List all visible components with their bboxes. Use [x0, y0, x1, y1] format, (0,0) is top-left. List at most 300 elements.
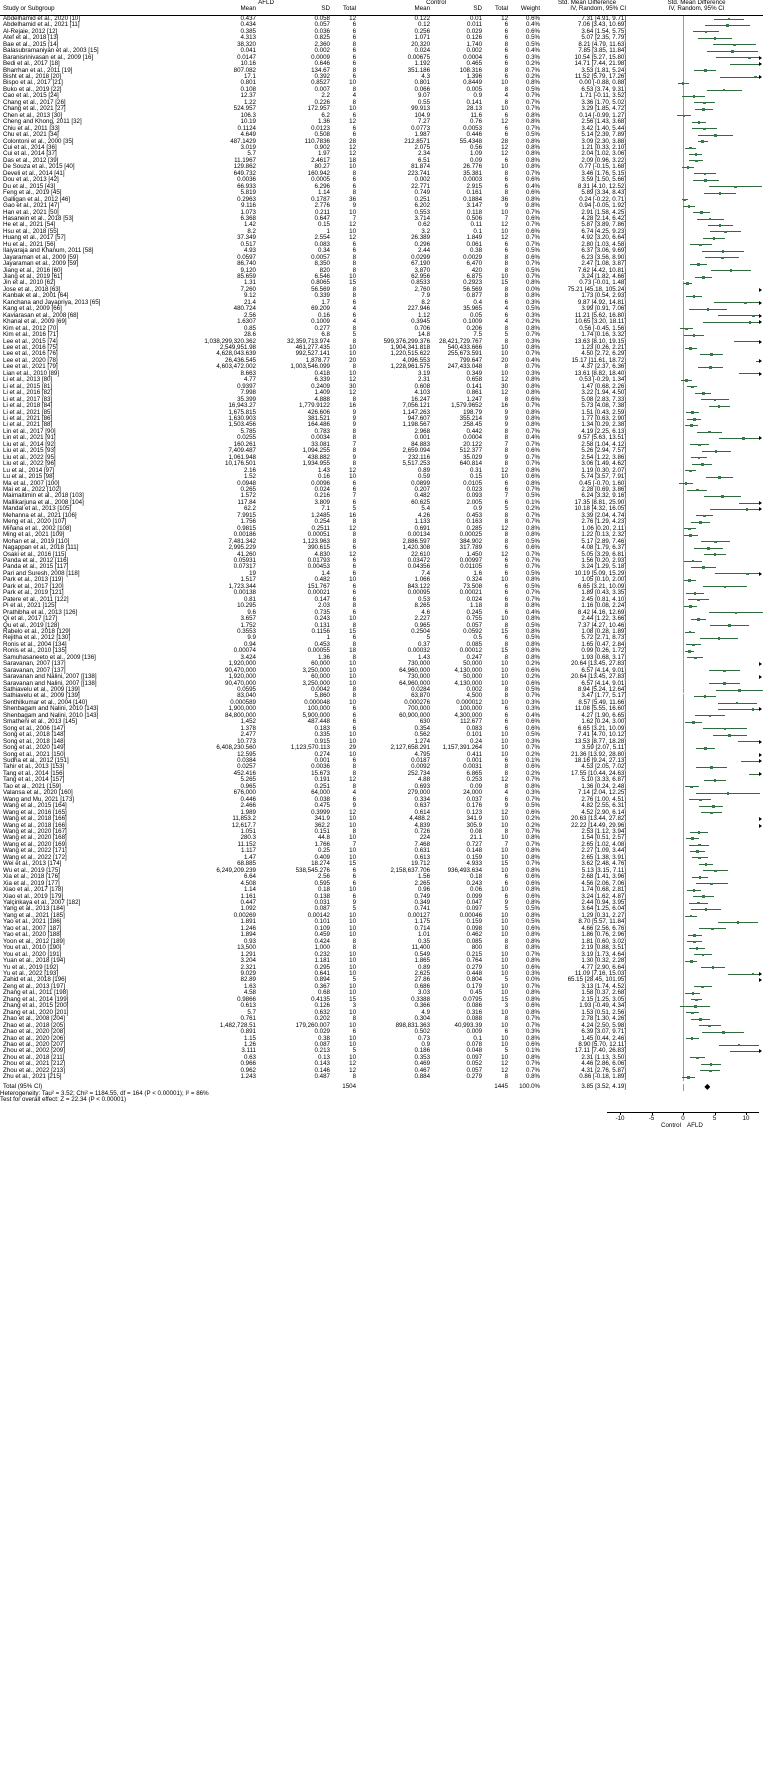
study-label: Kim et al., 2016 [71] [3, 331, 59, 339]
control-mean: 0.3945 [411, 318, 431, 326]
afld-total: 4 [352, 789, 357, 797]
effect-marker [754, 76, 757, 79]
afld-total: 12 [349, 118, 357, 126]
control-mean: 67,190 [411, 260, 431, 268]
effect-marker [702, 276, 705, 279]
effect-marker [699, 799, 702, 802]
afld-mean: 6.64 [243, 873, 256, 881]
effect-ci: 2.58 [1.04, 4.12] [581, 440, 627, 448]
control-total: 8 [504, 944, 509, 952]
control-mean: 0.9 [421, 1040, 431, 1048]
effect-ci: 0.45 [-0.70, 1.60] [579, 479, 627, 487]
control-mean: 0.549 [414, 950, 431, 958]
effect-ci: 10.18 [4.32, 16.05] [574, 505, 627, 513]
weight: 0.4% [525, 608, 541, 616]
control-sd: 35.029 [463, 453, 483, 461]
effect-ci: 1.51 [0.43, 2.59] [581, 408, 627, 416]
control-sd: 26.776 [463, 163, 483, 171]
afld-sd: 0.487 [314, 1073, 330, 1081]
effect-ci: 1.05 [0.10, 2.00] [581, 576, 627, 584]
afld-total: 10 [349, 208, 357, 216]
afld-mean: 1,675.815 [228, 408, 256, 416]
effect-marker [727, 792, 730, 795]
axis-label-afld: AFLD [687, 1121, 703, 1129]
afld-sd: 0.894 [314, 976, 330, 984]
afld-mean: 1.572 [240, 492, 256, 500]
effect-marker [689, 605, 692, 608]
study-label: Liu et al., 2014 [92] [3, 440, 56, 448]
effect-marker [705, 31, 708, 34]
effect-ci: 2.44 [0.94, 3.95] [581, 898, 627, 906]
col-afld-total: Total [342, 5, 357, 13]
effect-ci: 4.82 [2.55, 6.31] [581, 802, 627, 810]
control-mean: 60.625 [411, 498, 431, 506]
afld-mean: 0.0255 [237, 434, 256, 442]
afld-total: 6 [352, 240, 357, 248]
weight: 0.5% [525, 492, 541, 500]
afld-mean: 19 [249, 569, 256, 577]
effect-ci: 1.73 [0.54, 2.93] [581, 292, 627, 300]
control-sd: 0.00012 [459, 647, 483, 655]
control-mean: 0.686 [414, 982, 431, 990]
effect-ci: 7.31 [4.91, 9.71] [581, 14, 627, 22]
control-total: 10 [501, 931, 509, 939]
confidence-interval-line [710, 509, 759, 510]
effect-ci: 1.08 [0.28, 1.89] [581, 627, 627, 635]
effect-ci: 6.65 [3.21, 10.09] [577, 724, 627, 732]
afld-mean: 1.22 [243, 98, 256, 106]
weight: 0.7% [525, 363, 541, 371]
afld-sd: 0.109 [314, 924, 330, 932]
afld-total: 7 [352, 492, 357, 500]
afld-sd: 0.00055 [307, 647, 330, 655]
weight: 0.8% [525, 479, 541, 487]
control-mean: 224 [419, 834, 431, 842]
control-total: 6 [504, 479, 509, 487]
weight: 0.7% [525, 692, 541, 700]
control-mean: 2,886.597 [402, 537, 431, 545]
study-label: Song et al., 2018 [148] [3, 737, 66, 745]
weight: 0.7% [525, 169, 541, 177]
study-label: Panda et al., 2015 [117] [3, 563, 69, 571]
weight: 0.3% [525, 737, 541, 745]
afld-sd: 0.202 [314, 1015, 330, 1023]
afld-sd: 160.942 [307, 169, 330, 177]
afld-mean: 0.0036 [237, 176, 256, 184]
afld-total: 12 [349, 234, 357, 242]
control-sd: 0.083 [466, 724, 483, 732]
control-total: 4 [504, 305, 509, 313]
control-mean: 2,127,658.291 [390, 744, 431, 752]
control-total: 5 [504, 976, 509, 984]
control-mean: 16.247 [411, 395, 431, 403]
study-label: Park et al., 2013 [119] [3, 576, 64, 584]
afld-total: 6 [352, 544, 357, 552]
study-label: Cui et al., 2014 [36] [3, 143, 57, 151]
control-mean-blank [360, 1084, 434, 1091]
weight: 0.7% [525, 518, 541, 526]
control-sd: 0.159 [466, 853, 483, 861]
effect-ci: 3.06 [1.49, 4.62] [581, 460, 627, 468]
control-sd: 0.179 [466, 982, 483, 990]
control-sd: 0.023 [466, 485, 483, 493]
control-total: 8 [504, 40, 509, 48]
study-label: Lee et al., 2015 [74] [3, 337, 58, 345]
effect-marker [689, 470, 692, 473]
control-mean: 1.192 [414, 60, 431, 68]
afld-mean: 12.595 [237, 750, 256, 758]
afld-total: 8 [352, 782, 357, 790]
effect-marker [697, 263, 700, 266]
weight: 0.7% [525, 453, 541, 461]
weight: 0.8% [525, 111, 541, 119]
weight: 0.6% [525, 14, 541, 22]
control-sd: 3.147 [466, 202, 483, 210]
control-sd: 0.245 [466, 608, 483, 616]
control-total: 12 [501, 221, 509, 229]
control-total: 6 [504, 240, 509, 248]
effect-marker [714, 779, 717, 782]
weight: 0.6% [525, 253, 541, 261]
control-total: 10 [501, 969, 509, 977]
afld-mean: 0.9397 [237, 382, 256, 390]
afld-mean: 10.16 [240, 60, 256, 68]
plot-cell [630, 1074, 763, 1080]
axis-tick-label: 10 [742, 1114, 750, 1122]
study-label: Wang et al., 2022 [171] [3, 847, 67, 855]
afld-mean: 0.3553 [237, 627, 256, 635]
control-sd: 6.875 [466, 273, 483, 281]
axis-label-control: Control [661, 1121, 681, 1129]
effect-ci: 3.39 [2.04, 4.74] [581, 511, 627, 519]
control-total: 8 [504, 828, 509, 835]
control-total: 8 [504, 66, 509, 74]
control-mean: 0.002 [414, 176, 431, 184]
weight: 0.8% [525, 602, 541, 610]
study-label: Ma et al., 2007 [100] [3, 479, 60, 487]
confidence-interval-line [749, 774, 760, 775]
afld-mean: 1.47 [243, 853, 256, 861]
effect-ci: 5.26 [2.94, 7.57] [581, 447, 627, 455]
control-sd: 0.0795 [463, 995, 483, 1003]
afld-mean: 3.019 [240, 143, 256, 151]
afld-total: 3 [352, 1002, 357, 1010]
afld-mean: 38,320 [237, 40, 256, 48]
control-mean: 0.73 [417, 1034, 431, 1042]
weight: 0.7% [525, 982, 541, 990]
afld-mean: 0.0595 [237, 686, 256, 694]
weight: 0.8% [525, 576, 541, 584]
afld-total: 6 [352, 485, 357, 493]
effect-ci: 1.29 [0.31, 2.27] [581, 911, 627, 919]
afld-sd: 1.766 [314, 840, 330, 848]
study-label: Dou et al., 2013 [42] [3, 176, 59, 184]
control-sd: 1.450 [466, 550, 483, 558]
control-mean: 0.000276 [404, 698, 431, 706]
control-sd: 0.285 [466, 524, 483, 532]
effect-marker [710, 766, 713, 769]
weight: 0.7% [525, 776, 541, 784]
control-total: 6 [504, 879, 509, 887]
effect-ci: 2.68 [1.41, 3.96] [581, 873, 627, 881]
control-mean: 1,220,515.622 [390, 350, 431, 358]
afld-total: 16 [349, 511, 357, 519]
afld-total: 6 [352, 705, 357, 713]
effect-ci: 0.24 [-0.22, 0.71] [579, 195, 627, 203]
effect-ci: 5.14 [2.39, 7.89] [581, 131, 627, 139]
study-label: Chen et al., 2013 [30] [3, 111, 63, 119]
study-label: Zhang et al., 2014 [199] [3, 995, 69, 1003]
control-mean: 0.024 [414, 47, 431, 55]
afld-mean: 4.77 [243, 376, 256, 384]
study-label: Xia et al., 2019 [177] [3, 879, 60, 887]
effect-marker [703, 102, 706, 105]
afld-total: 10 [349, 615, 357, 623]
afld-mean: 1,630.903 [228, 415, 256, 422]
afld-mean: 452.416 [233, 769, 256, 777]
control-total: 6 [504, 72, 509, 80]
afld-sd: 0.3999 [311, 808, 330, 816]
afld-sd: 0.211 [314, 208, 330, 216]
effect-marker [692, 560, 695, 563]
total-ci: 3.85 [3.52, 4.19] [581, 1083, 627, 1091]
control-total: 5 [504, 331, 509, 339]
effect-marker [704, 747, 707, 750]
afld-sd: 0.0042 [311, 686, 330, 694]
afld-total: 8 [352, 937, 357, 945]
study-label: Li et al., 2021 [85] [3, 408, 53, 416]
weight: 0.8% [525, 931, 541, 939]
afld-total: 6 [352, 569, 357, 577]
control-sd: 2.005 [466, 498, 483, 506]
effect-marker [697, 618, 700, 621]
control-sd: 55.4348 [459, 137, 483, 145]
control-total: 7 [504, 492, 509, 500]
forest-row-plot [630, 1074, 763, 1080]
effect-ci: 0.86 [-0.18, 1.89] [579, 1073, 627, 1081]
effect-marker [682, 82, 685, 85]
control-total: 8 [504, 518, 509, 526]
control-sd: 0.00025 [459, 531, 483, 539]
control-sd: 40,993.39 [454, 1021, 483, 1029]
control-sd: 0.011 [467, 21, 483, 29]
control-mean: 0.00127 [407, 911, 431, 919]
ci-right-arrow [759, 753, 762, 757]
effect-marker [709, 218, 712, 221]
effect-marker [731, 50, 734, 53]
control-total: 10 [501, 1008, 509, 1016]
afld-total: 6 [352, 711, 357, 719]
afld-sd: 0.0123 [311, 124, 330, 132]
afld-total: 8 [352, 621, 357, 629]
study-label: Zhao et al., 2020 [207] [3, 1040, 65, 1048]
weight: 0.7% [525, 105, 541, 113]
control-total: 12 [501, 118, 509, 126]
afld-total: 10 [349, 982, 357, 990]
afld-total: 8 [352, 447, 357, 455]
afld-sd: 134.67 [311, 66, 330, 74]
effect-marker [693, 95, 696, 98]
afld-mean: 6,408,230.560 [216, 744, 256, 752]
afld-sd: 426.606 [307, 408, 330, 416]
weight: 0.6% [525, 1002, 541, 1010]
study-label: You et al., 2010 [190] [3, 944, 62, 952]
weight: 0.7% [525, 550, 541, 558]
afld-total: 6 [352, 498, 357, 506]
afld-mean: 11.1967 [234, 156, 256, 164]
effect-marker [728, 734, 731, 737]
effect-marker [696, 850, 699, 853]
study-label: Zeng et al., 2013 [197] [3, 982, 65, 990]
control-mean: 64,960,000 [399, 666, 431, 674]
control-sd: 355.214 [459, 415, 483, 422]
afld-total: 10 [349, 969, 357, 977]
weight: 0.7% [525, 240, 541, 248]
afld-total: 9 [352, 898, 357, 906]
effect-ci: 9.87 [4.92, 14.81] [577, 298, 627, 306]
control-sd: 0.448 [466, 969, 483, 977]
afld-mean: 117.84 [237, 498, 256, 506]
afld-mean: 106.3 [240, 111, 256, 119]
afld-total: 10 [349, 963, 357, 971]
weight: 0.8% [525, 415, 541, 422]
effect-ci: 3.53 [1.81, 5.24] [581, 66, 627, 74]
control-sd: 0.804 [466, 976, 483, 984]
effect-marker [734, 186, 737, 189]
effect-ci: 4.27 [1.90, 6.65] [581, 711, 627, 719]
control-total: 10 [501, 853, 509, 861]
afld-sd: 0.735 [314, 608, 330, 616]
afld-mean: 8.2 [247, 227, 256, 235]
control-mean: 0.62 [417, 221, 431, 229]
weight: 0.8% [525, 898, 541, 906]
ci-right-arrow [759, 75, 762, 79]
afld-total: 4 [352, 318, 357, 326]
ci-right-arrow [759, 436, 762, 440]
effect-marker [730, 269, 733, 272]
afld-total: 8 [352, 537, 357, 545]
study-label: Tang et al., 2014 [156] [3, 769, 65, 777]
afld-sd: 0.213 [314, 1047, 330, 1055]
afld-total: 10 [349, 679, 357, 687]
study-label: Hu et al., 2021 [56] [3, 240, 56, 248]
afld-total: 10 [349, 660, 357, 668]
study-label: Wang et al., 2022 [172] [3, 853, 67, 861]
effect-ci: 8.42 [4.16, 12.69] [577, 608, 627, 616]
study-label: Buko et al., 2019 [22] [3, 85, 62, 93]
afld-mean: 1.243 [240, 1073, 256, 1081]
afld-mean: 28.6 [243, 331, 256, 339]
control-total: 10 [501, 750, 509, 758]
afld-mean: 1.161 [240, 892, 256, 900]
study-label: Wu et al., 2019 [175] [3, 866, 60, 874]
afld-total: 5 [352, 331, 357, 339]
weight: 0.8% [525, 866, 541, 874]
control-mean: 5 [426, 634, 431, 642]
effect-marker [709, 366, 712, 369]
effect-marker [696, 489, 699, 492]
afld-total: 6 [352, 479, 357, 487]
effect-marker [693, 295, 696, 298]
effect-ci: 3.64 [1.54, 5.75] [581, 27, 627, 35]
afld-sd: 1.36 [317, 653, 330, 661]
study-label: Zhao et al., 2020 [208] [3, 1028, 65, 1036]
study-label: Wang et al., 2020 [169] [3, 840, 67, 848]
afld-mean: 0.00138 [233, 589, 256, 597]
afld-total: 6 [352, 176, 357, 184]
afld-mean: 0.000589 [230, 698, 256, 706]
afld-mean: 83,040 [237, 692, 256, 700]
effect-ci: 10.65 [3.20, 18.11] [574, 318, 627, 326]
control-sd: 936,493.634 [447, 866, 483, 874]
afld-sd: 1.14 [317, 189, 330, 197]
weight: 0.7% [525, 563, 541, 571]
afld-total: 6 [352, 879, 357, 887]
control-sd: 0.009 [466, 1028, 483, 1036]
study-label: Song et al., 2018 [148] [3, 731, 66, 739]
afld-sd: 179,260.007 [295, 1021, 330, 1029]
weight: 0.6% [525, 395, 541, 403]
afld-sd: 0.646 [314, 60, 330, 68]
control-total: 5 [504, 905, 509, 913]
control-sd: 35.965 [463, 305, 483, 313]
afld-mean: 0.447 [240, 898, 256, 906]
control-total: 10 [501, 666, 509, 674]
afld-total: 8 [352, 1015, 357, 1023]
effect-ci: 3.24 [1.62, 4.87] [581, 892, 627, 900]
afld-sd: 0.1787 [311, 195, 330, 203]
study-label: Chiu et al., 2011 [33] [3, 124, 60, 132]
weight: 0.2% [525, 72, 541, 80]
study-label: Smatheni et al., 2013 [145] [3, 718, 77, 726]
control-total: 9 [504, 898, 509, 906]
weight: 0.2% [525, 821, 541, 829]
control-mean: 60,900,000 [399, 711, 431, 719]
control-sd: 0.861 [466, 389, 483, 397]
effect-marker [688, 205, 691, 208]
control-sd: 0.00021 [459, 589, 483, 597]
afld-total: 8 [352, 363, 357, 371]
control-mean: 8.2 [421, 298, 431, 306]
control-total: 8 [504, 266, 509, 274]
effect-marker [714, 399, 717, 402]
afld-mean: 4,628,043.639 [216, 350, 256, 358]
study-label: De Souza et al., 2015 [40] [3, 163, 75, 171]
effect-ci: 6.74 [4.25, 9.23] [581, 227, 627, 235]
effect-marker [707, 547, 710, 550]
afld-total: 12 [349, 14, 357, 22]
effect-marker [752, 315, 755, 318]
afld-mean: 1.378 [240, 724, 256, 732]
afld-total: 10 [349, 924, 357, 932]
afld-mean: 1.092 [240, 905, 256, 913]
control-sd: 0.085 [466, 640, 483, 648]
afld-mean: 86,740 [237, 260, 256, 268]
control-mean: 0.296 [414, 240, 431, 248]
control-total: 6 [504, 60, 509, 68]
effect-ci: 8.70 [5.57, 11.84] [578, 918, 627, 926]
control-mean: 7.27 [417, 118, 431, 126]
table-row[interactable] [0, 15, 763, 22]
study-label: Osaki et al., 2016 [115] [3, 550, 67, 558]
afld-sd: 2,360 [314, 40, 330, 48]
weight: 0.2% [525, 60, 541, 68]
weight: 0.8% [525, 847, 541, 855]
study-label: Lin et al., 2021 [91] [3, 434, 56, 442]
control-total: 9 [504, 408, 509, 416]
effect-ci: 1.36 [0.24, 2.48] [581, 782, 627, 790]
afld-sd: 0.183 [314, 724, 330, 732]
